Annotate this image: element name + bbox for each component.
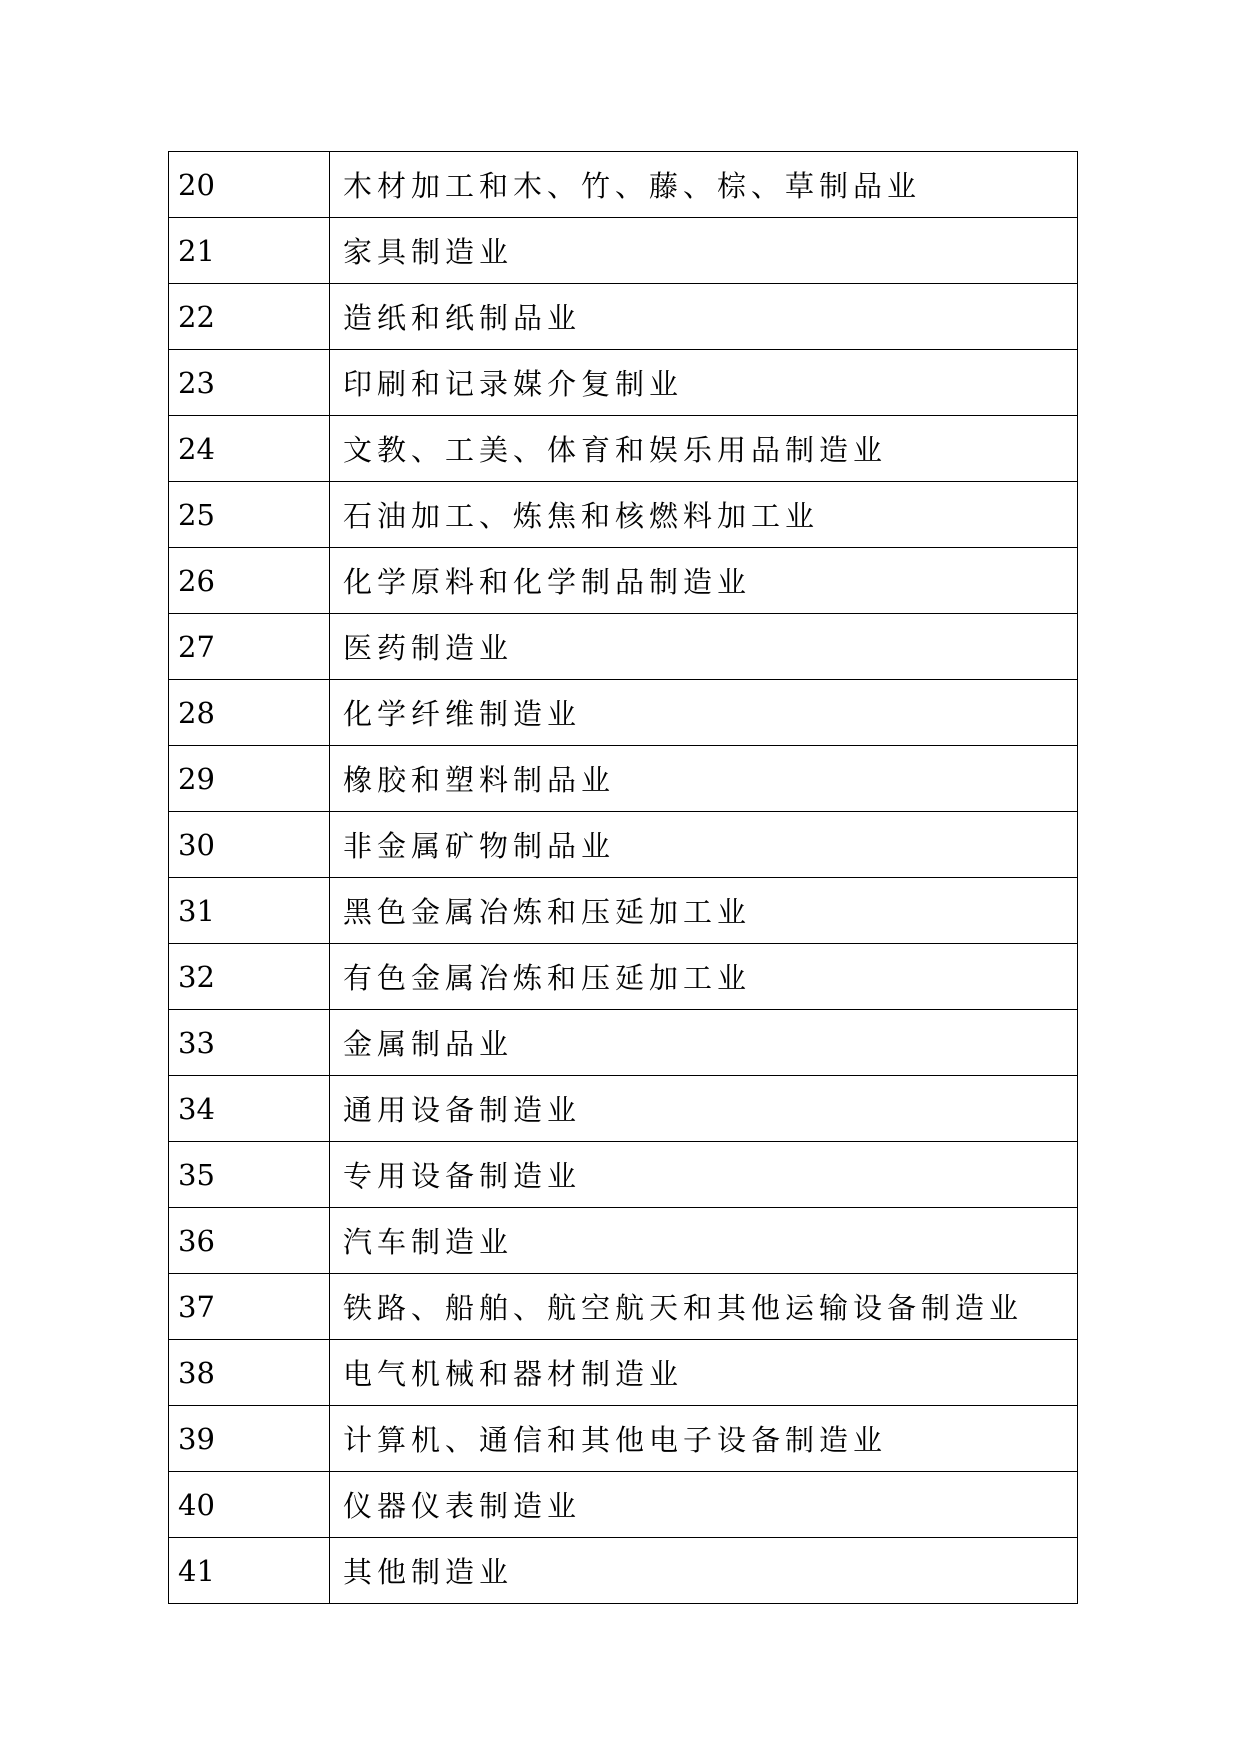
table-row: [169, 1274, 1078, 1340]
industry-name: 化学纤维制造业: [330, 680, 1078, 746]
industry-table-body: [169, 152, 1078, 1604]
industry-name: 化学原料和化学制品制造业: [330, 548, 1078, 614]
industry-name: 橡胶和塑料制品业: [330, 746, 1078, 812]
table-row: [169, 944, 1078, 1010]
industry-name: 造纸和纸制品业: [330, 284, 1078, 350]
industry-code: 33: [169, 1010, 330, 1076]
table-row: [169, 152, 1078, 218]
table-row: [169, 680, 1078, 746]
industry-code: 27: [169, 614, 330, 680]
industry-name: 金属制品业: [330, 1010, 1078, 1076]
industry-code: 28: [169, 680, 330, 746]
industry-code: 40: [169, 1472, 330, 1538]
industry-code: 26: [169, 548, 330, 614]
table-row: [169, 746, 1078, 812]
industry-name: 电气机械和器材制造业: [330, 1340, 1078, 1406]
industry-code: 36: [169, 1208, 330, 1274]
industry-code: 20: [169, 152, 330, 218]
industry-name: 文教、工美、体育和娱乐用品制造业: [330, 416, 1078, 482]
industry-code: 23: [169, 350, 330, 416]
industry-code: 25: [169, 482, 330, 548]
table-row: [169, 1076, 1078, 1142]
table-row: [169, 1142, 1078, 1208]
table-row: [169, 1340, 1078, 1406]
table-row: [169, 1538, 1078, 1604]
industry-code: 32: [169, 944, 330, 1010]
industry-name: 家具制造业: [330, 218, 1078, 284]
industry-name: 汽车制造业: [330, 1208, 1078, 1274]
industry-name: 印刷和记录媒介复制业: [330, 350, 1078, 416]
industry-name: 木材加工和木、竹、藤、棕、草制品业: [330, 152, 1078, 218]
industry-code: 31: [169, 878, 330, 944]
table-row: [169, 1472, 1078, 1538]
industry-name: 有色金属冶炼和压延加工业: [330, 944, 1078, 1010]
industry-code: 34: [169, 1076, 330, 1142]
industry-name: 其他制造业: [330, 1538, 1078, 1604]
industry-code: 21: [169, 218, 330, 284]
industry-code: 24: [169, 416, 330, 482]
industry-name: 黑色金属冶炼和压延加工业: [330, 878, 1078, 944]
industry-code: 35: [169, 1142, 330, 1208]
table-row: [169, 812, 1078, 878]
table-row: [169, 482, 1078, 548]
industry-code: 29: [169, 746, 330, 812]
table-row: [169, 284, 1078, 350]
table-row: [169, 1208, 1078, 1274]
table-row: [169, 878, 1078, 944]
table-row: [169, 350, 1078, 416]
table-row: [169, 548, 1078, 614]
industry-code: 37: [169, 1274, 330, 1340]
industry-name: 专用设备制造业: [330, 1142, 1078, 1208]
industry-code: 22: [169, 284, 330, 350]
industry-name: 计算机、通信和其他电子设备制造业: [330, 1406, 1078, 1472]
industry-code: 39: [169, 1406, 330, 1472]
table-row: [169, 1406, 1078, 1472]
table-row: [169, 1010, 1078, 1076]
industry-name: 石油加工、炼焦和核燃料加工业: [330, 482, 1078, 548]
industry-table: [168, 151, 1078, 1604]
table-row: [169, 416, 1078, 482]
industry-name: 通用设备制造业: [330, 1076, 1078, 1142]
industry-name: 非金属矿物制品业: [330, 812, 1078, 878]
table-row: [169, 218, 1078, 284]
table-row: [169, 614, 1078, 680]
industry-code: 38: [169, 1340, 330, 1406]
industry-name: 医药制造业: [330, 614, 1078, 680]
industry-name: 仪器仪表制造业: [330, 1472, 1078, 1538]
industry-name: 铁路、船舶、航空航天和其他运输设备制造业: [330, 1274, 1078, 1340]
industry-code: 41: [169, 1538, 330, 1604]
industry-code: 30: [169, 812, 330, 878]
